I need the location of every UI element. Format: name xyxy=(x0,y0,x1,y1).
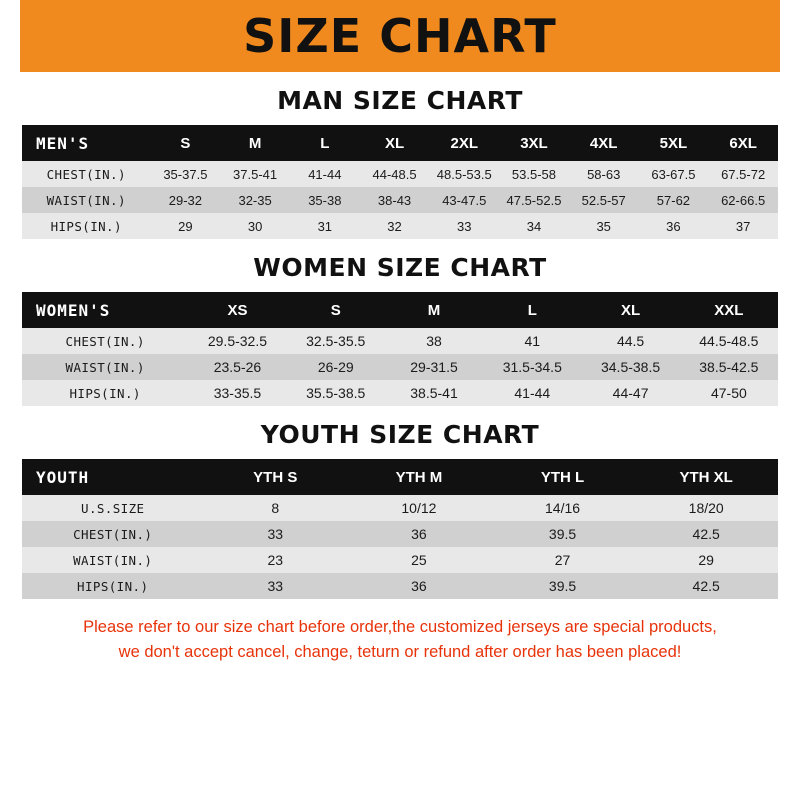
youth-header-s: YTH S xyxy=(203,459,347,495)
men-header-m: M xyxy=(220,125,290,161)
youth-chest-xl: 42.5 xyxy=(634,521,778,547)
header-banner-wrapper xyxy=(0,0,800,72)
men-size-table xyxy=(22,125,778,239)
women-waist-s: 26-29 xyxy=(287,354,385,380)
youth-waist-l: 27 xyxy=(491,547,635,573)
women-waist-m: 29-31.5 xyxy=(385,354,483,380)
women-header-xs: XS xyxy=(188,292,286,328)
women-waist-xs: 23.5-26 xyxy=(188,354,286,380)
footer-line-1: Please refer to our size chart before order,the customized jerseys are special products, xyxy=(83,618,717,636)
women-header-label: WOMEN'S xyxy=(22,292,188,328)
table-row xyxy=(22,547,778,573)
women-chest-xl: 44.5 xyxy=(581,328,679,354)
youth-header-row xyxy=(22,459,778,495)
women-header-row xyxy=(22,292,778,328)
men-header-s: S xyxy=(151,125,221,161)
table-row xyxy=(22,495,778,521)
table-row xyxy=(22,573,778,599)
youth-section-title: YOUTH SIZE CHART xyxy=(260,420,540,449)
youth-ussize-l: 14/16 xyxy=(491,495,635,521)
youth-waist-m: 25 xyxy=(347,547,491,573)
men-hips-xl: 32 xyxy=(360,213,430,239)
youth-table-head xyxy=(22,459,778,495)
men-waist-l: 35-38 xyxy=(290,187,360,213)
women-header-m: M xyxy=(385,292,483,328)
women-hips-s: 35.5-38.5 xyxy=(287,380,385,406)
women-section-title: WOMEN SIZE CHART xyxy=(253,253,547,282)
women-hips-xl: 44-47 xyxy=(581,380,679,406)
women-row-waist-label: WAIST(IN.) xyxy=(22,354,188,380)
youth-header-m: YTH M xyxy=(347,459,491,495)
men-waist-xl: 38-43 xyxy=(360,187,430,213)
men-chest-m: 37.5-41 xyxy=(220,161,290,187)
table-row xyxy=(22,328,778,354)
men-hips-m: 30 xyxy=(220,213,290,239)
table-row xyxy=(22,380,778,406)
youth-chest-l: 39.5 xyxy=(491,521,635,547)
chart-content xyxy=(0,86,800,665)
women-size-table xyxy=(22,292,778,406)
youth-row-ussize-label: U.S.SIZE xyxy=(22,495,203,521)
men-chest-4xl: 58-63 xyxy=(569,161,639,187)
women-hips-l: 41-44 xyxy=(483,380,581,406)
youth-hips-s: 33 xyxy=(203,573,347,599)
table-row xyxy=(22,161,778,187)
youth-size-table xyxy=(22,459,778,599)
men-hips-6xl: 37 xyxy=(708,213,778,239)
men-chest-l: 41-44 xyxy=(290,161,360,187)
men-waist-s: 29-32 xyxy=(151,187,221,213)
table-row xyxy=(22,521,778,547)
youth-waist-s: 23 xyxy=(203,547,347,573)
women-header-l: L xyxy=(483,292,581,328)
women-header-xxl: XXL xyxy=(680,292,778,328)
women-hips-xs: 33-35.5 xyxy=(188,380,286,406)
women-table-head xyxy=(22,292,778,328)
youth-header-l: YTH L xyxy=(491,459,635,495)
page-title: SIZE CHART xyxy=(243,9,557,63)
men-row-waist-label: WAIST(IN.) xyxy=(22,187,151,213)
men-header-xl: XL xyxy=(360,125,430,161)
youth-row-chest-label: CHEST(IN.) xyxy=(22,521,203,547)
men-header-label: MEN'S xyxy=(22,125,151,161)
header-banner xyxy=(20,0,780,72)
men-header-row xyxy=(22,125,778,161)
women-waist-l: 31.5-34.5 xyxy=(483,354,581,380)
women-header-xl: XL xyxy=(581,292,679,328)
men-waist-6xl: 62-66.5 xyxy=(708,187,778,213)
youth-row-waist-label: WAIST(IN.) xyxy=(22,547,203,573)
men-chest-s: 35-37.5 xyxy=(151,161,221,187)
youth-hips-m: 36 xyxy=(347,573,491,599)
men-chest-6xl: 67.5-72 xyxy=(708,161,778,187)
men-waist-2xl: 43-47.5 xyxy=(429,187,499,213)
youth-ussize-s: 8 xyxy=(203,495,347,521)
women-header-s: S xyxy=(287,292,385,328)
women-chest-l: 41 xyxy=(483,328,581,354)
men-hips-s: 29 xyxy=(151,213,221,239)
women-waist-xxl: 38.5-42.5 xyxy=(680,354,778,380)
men-header-2xl: 2XL xyxy=(429,125,499,161)
men-hips-3xl: 34 xyxy=(499,213,569,239)
men-waist-5xl: 57-62 xyxy=(639,187,709,213)
women-waist-xl: 34.5-38.5 xyxy=(581,354,679,380)
men-hips-l: 31 xyxy=(290,213,360,239)
youth-header-xl: YTH XL xyxy=(634,459,778,495)
table-row xyxy=(22,354,778,380)
table-row xyxy=(22,213,778,239)
youth-header-label: YOUTH xyxy=(22,459,203,495)
men-chest-5xl: 63-67.5 xyxy=(639,161,709,187)
men-waist-3xl: 47.5-52.5 xyxy=(499,187,569,213)
men-row-chest-label: CHEST(IN.) xyxy=(22,161,151,187)
youth-waist-xl: 29 xyxy=(634,547,778,573)
youth-ussize-xl: 18/20 xyxy=(634,495,778,521)
youth-row-hips-label: HIPS(IN.) xyxy=(22,573,203,599)
men-header-5xl: 5XL xyxy=(639,125,709,161)
men-table-head xyxy=(22,125,778,161)
men-chest-xl: 44-48.5 xyxy=(360,161,430,187)
men-section-title: MAN SIZE CHART xyxy=(277,86,523,115)
women-chest-m: 38 xyxy=(385,328,483,354)
men-header-3xl: 3XL xyxy=(499,125,569,161)
youth-ussize-m: 10/12 xyxy=(347,495,491,521)
men-hips-4xl: 35 xyxy=(569,213,639,239)
footer-disclaimer xyxy=(22,615,778,665)
men-hips-2xl: 33 xyxy=(429,213,499,239)
men-table-body xyxy=(22,161,778,239)
women-chest-s: 32.5-35.5 xyxy=(287,328,385,354)
women-table-body xyxy=(22,328,778,406)
men-hips-5xl: 36 xyxy=(639,213,709,239)
table-row xyxy=(22,187,778,213)
men-header-l: L xyxy=(290,125,360,161)
women-row-chest-label: CHEST(IN.) xyxy=(22,328,188,354)
youth-chest-m: 36 xyxy=(347,521,491,547)
youth-table-body xyxy=(22,495,778,599)
youth-hips-l: 39.5 xyxy=(491,573,635,599)
youth-chest-s: 33 xyxy=(203,521,347,547)
men-header-4xl: 4XL xyxy=(569,125,639,161)
youth-hips-xl: 42.5 xyxy=(634,573,778,599)
men-chest-2xl: 48.5-53.5 xyxy=(429,161,499,187)
men-chest-3xl: 53.5-58 xyxy=(499,161,569,187)
women-row-hips-label: HIPS(IN.) xyxy=(22,380,188,406)
men-waist-4xl: 52.5-57 xyxy=(569,187,639,213)
women-chest-xs: 29.5-32.5 xyxy=(188,328,286,354)
footer-line-2: we don't accept cancel, change, teturn or refund after order has been placed! xyxy=(118,642,682,661)
men-header-6xl: 6XL xyxy=(708,125,778,161)
men-row-hips-label: HIPS(IN.) xyxy=(22,213,151,239)
women-hips-xxl: 47-50 xyxy=(680,380,778,406)
men-waist-m: 32-35 xyxy=(220,187,290,213)
women-hips-m: 38.5-41 xyxy=(385,380,483,406)
women-chest-xxl: 44.5-48.5 xyxy=(680,328,778,354)
